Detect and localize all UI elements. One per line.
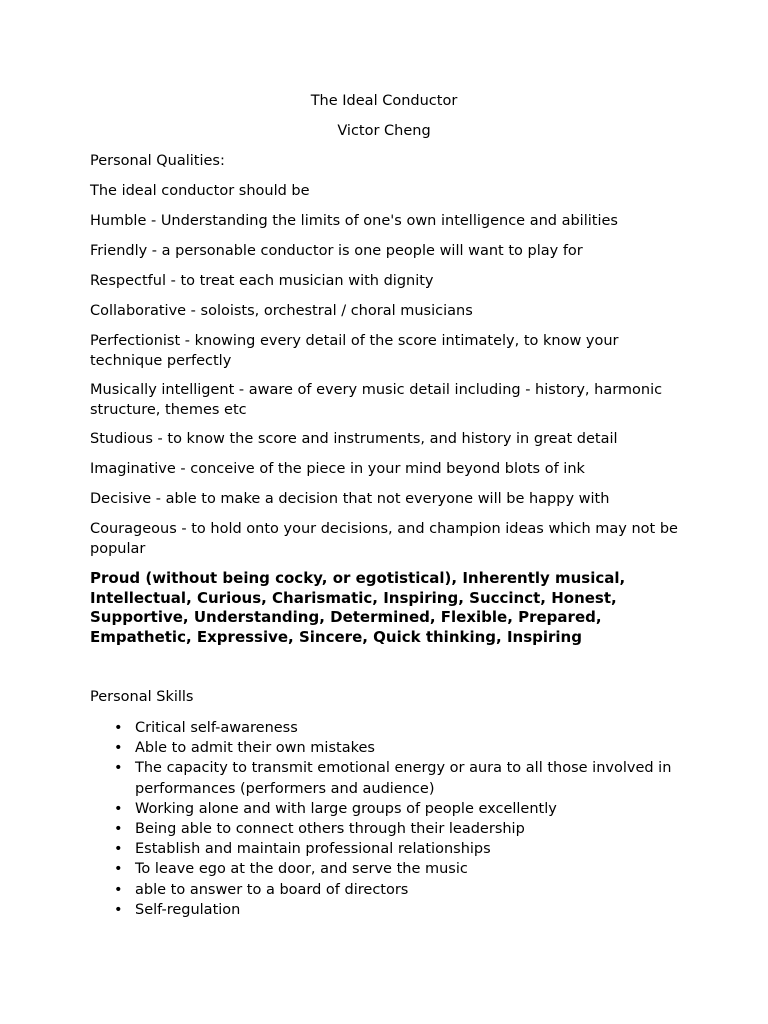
bullet-icon: • (114, 720, 123, 736)
skill-item (90, 758, 690, 798)
skill-item-text: Being able to connect others through their leadership (135, 821, 525, 838)
skill-item-text: To leave ego at the door, and serve the music (135, 861, 468, 878)
skill-item (90, 859, 690, 879)
skill-item-text: able to answer to a board of directors (135, 881, 409, 898)
skill-item-text: Critical self-awareness (135, 720, 298, 736)
bullet-icon: • (114, 861, 123, 878)
bullet-icon: • (114, 881, 123, 898)
skill-item-text: The capacity to transmit emotional energy or aura to all those involved in performances (performers and audience) (135, 760, 672, 797)
bullet-icon: • (114, 821, 123, 838)
skills-heading: Personal Skills (90, 689, 194, 705)
skill-item (90, 799, 690, 819)
quality-item-humble: Humble - Understanding the limits of one's own intelligence and abilities (90, 213, 618, 229)
quality-item-decisive: Decisive - able to make a decision that not everyone will be happy with (90, 491, 610, 507)
quality-item-imaginative: Imaginative - conceive of the piece in your mind beyond blots of ink (90, 461, 585, 477)
quality-item-friendly: Friendly - a personable conductor is one people will want to play for (90, 243, 583, 259)
quality-item-musically-intelligent: Musically intelligent - aware of every music detail including - history, harmonic structure, themes etc (90, 382, 663, 418)
skill-item-text: Working alone and with large groups of people excellently (135, 800, 557, 817)
skill-item (90, 718, 690, 738)
bullet-icon: • (114, 841, 123, 858)
quality-item-perfectionist: Perfectionist - knowing every detail of the score intimately, to know your technique perfectly (90, 333, 619, 369)
quality-item-courageous: Courageous - to hold onto your decisions, and champion ideas which may not be popular (90, 521, 678, 557)
quality-item-collaborative: Collaborative - soloists, orchestral / choral musicians (90, 303, 473, 319)
skill-item-text: Self-regulation (135, 901, 241, 918)
bullet-icon: • (114, 740, 123, 757)
skill-item (90, 819, 690, 839)
bullet-icon: • (114, 901, 123, 918)
document-author: Victor Cheng (337, 123, 431, 139)
skill-item (90, 880, 690, 900)
skill-item (90, 738, 690, 758)
bullet-icon: • (114, 760, 123, 777)
skill-item (90, 900, 690, 920)
quality-item-respectful: Respectful - to treat each musician with dignity (90, 273, 434, 289)
bold-summary: Proud (without being cocky, or egotistical), Inherently musical, Intellectual, Curious, Charismatic, Inspiring, Succinct, Honest, Supportive, Understanding, Determined, Flexible, Prepared, Empathetic, Expressive, Sincere, Quick thinking, Inspiring (90, 569, 626, 646)
qualities-heading: Personal Qualities: (90, 153, 225, 169)
skill-item-text: Able to admit their own mistakes (135, 740, 375, 757)
skill-item-text: Establish and maintain professional relationships (135, 841, 491, 858)
qualities-intro: The ideal conductor should be (90, 183, 310, 199)
quality-item-studious: Studious - to know the score and instruments, and history in great detail (90, 431, 618, 447)
skills-list (90, 718, 690, 920)
bullet-icon: • (114, 800, 123, 817)
skill-item (90, 839, 690, 859)
document-title: The Ideal Conductor (310, 93, 458, 109)
